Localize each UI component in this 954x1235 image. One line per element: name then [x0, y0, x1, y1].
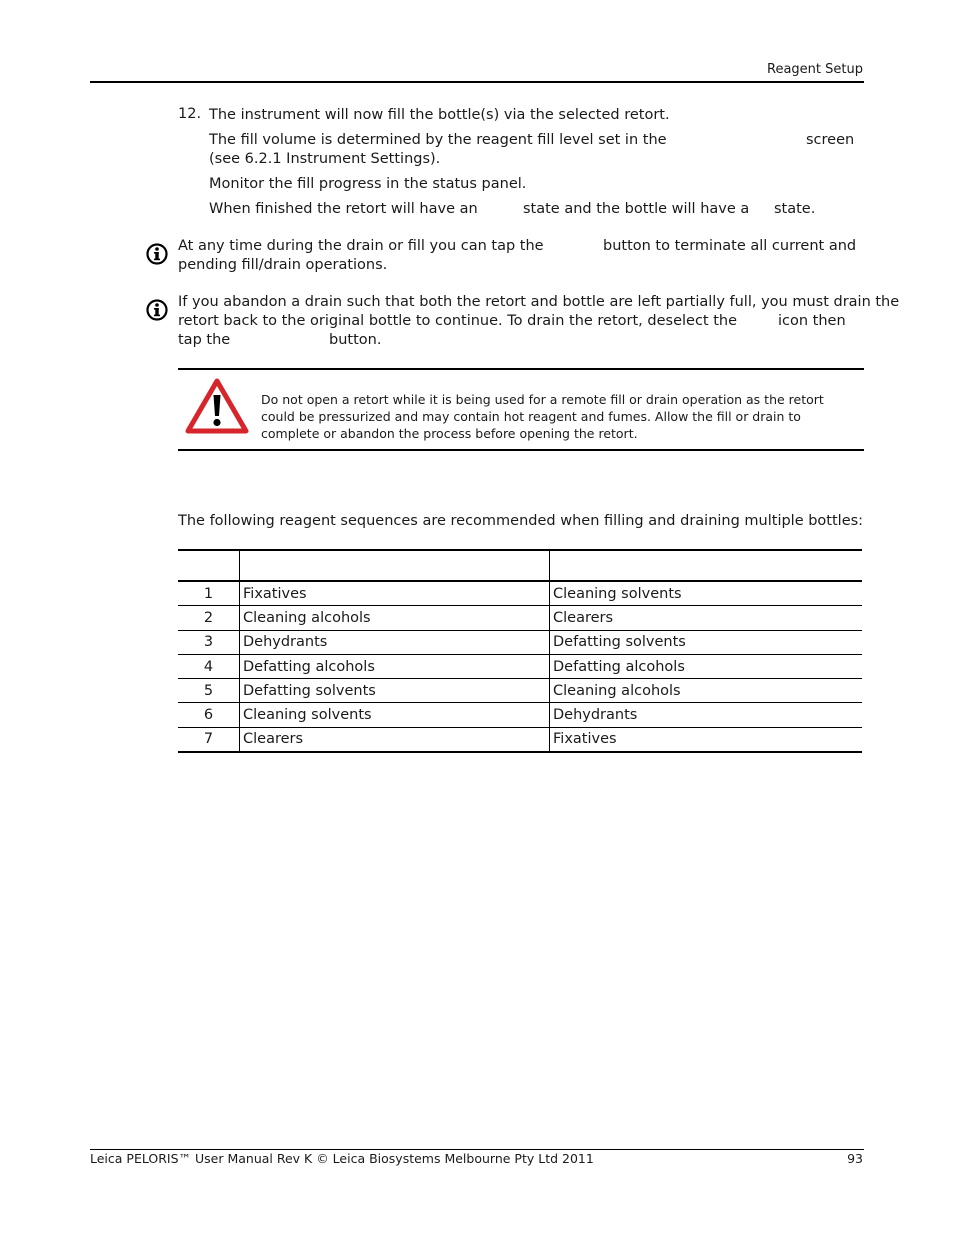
warning-text: Do not open a retort while it is being used for a remote fill or drain operation as the retort could be pressurized and may contain hot reagent and fumes. Allow the fill or drain to complete or abandon the process before opening the retort. [261, 392, 824, 442]
table-cell: 5 [178, 679, 240, 703]
table-cell: Defatting alcohols [550, 654, 863, 678]
table-cell: 1 [178, 581, 240, 606]
table-cell: Cleaning alcohols [550, 679, 863, 703]
fill-volume-text-c: (see 6.2.1 Instrument Settings). [209, 151, 441, 167]
page-number: 93 [847, 1151, 863, 1166]
table-row [178, 630, 862, 654]
finish-text-c: state. [774, 201, 816, 217]
monitor-text: Monitor the fill progress in the status panel. [209, 176, 527, 192]
note1-text-c: pending fill/drain operations. [178, 257, 388, 273]
footer-rule [90, 1149, 864, 1150]
table-header-cell [550, 550, 863, 581]
note2-text-d: button. [329, 332, 382, 348]
finish-text-b: state and the bottle will have a [523, 201, 750, 217]
fill-volume-text-a: The fill volume is determined by the reagent fill level set in the [209, 132, 667, 148]
table-cell: Dehydrants [240, 630, 550, 654]
note1-text-a: At any time during the drain or fill you can tap the [178, 238, 544, 254]
table-row [178, 581, 862, 606]
table-cell: 4 [178, 654, 240, 678]
warning-triangle-icon [185, 378, 249, 435]
table-cell: 3 [178, 630, 240, 654]
table-cell: Defatting alcohols [240, 654, 550, 678]
table-cell: Cleaning solvents [240, 703, 550, 727]
table-cell: Dehydrants [550, 703, 863, 727]
table-cell: Fixatives [550, 727, 863, 752]
table-header-row [178, 550, 862, 581]
table-cell: Cleaning alcohols [240, 606, 550, 630]
table-header-cell [240, 550, 550, 581]
note2-text-a: retort back to the original bottle to continue. To drain the retort, deselect the [178, 313, 738, 329]
step-number: 12. [178, 106, 202, 122]
table-cell: Defatting solvents [240, 679, 550, 703]
sequence-intro: The following reagent sequences are recommended when filling and draining multiple bottles: [178, 513, 864, 529]
fill-volume-text-b: screen [806, 132, 855, 148]
table-cell: Clearers [240, 727, 550, 752]
running-header: Reagent Setup [767, 62, 863, 77]
table-row [178, 703, 862, 727]
info-icon [146, 243, 168, 265]
footer-copyright: Leica PELORIS™ User Manual Rev K © Leica Biosystems Melbourne Pty Ltd 2011 [90, 1151, 594, 1166]
note1-text-b: button to terminate all current and [603, 238, 857, 254]
reagent-sequence-table [178, 549, 862, 753]
table-cell: Clearers [550, 606, 863, 630]
warning-top-rule [178, 368, 864, 370]
info-icon [146, 299, 168, 321]
table-header-cell [178, 550, 240, 581]
note2-text-b: icon then [778, 313, 846, 329]
table-row [178, 606, 862, 630]
table-cell: 7 [178, 727, 240, 752]
table-row [178, 727, 862, 752]
note2-text-c: tap the [178, 332, 231, 348]
header-rule [90, 81, 864, 83]
table-cell: Cleaning solvents [550, 581, 863, 606]
table-row [178, 679, 862, 703]
table-cell: 6 [178, 703, 240, 727]
step-line: The instrument will now fill the bottle(s) via the selected retort. [209, 107, 670, 123]
table-cell: 2 [178, 606, 240, 630]
warning-bottom-rule [178, 449, 864, 451]
table-cell: Defatting solvents [550, 630, 863, 654]
table-row [178, 654, 862, 678]
finish-text-a: When finished the retort will have an [209, 201, 478, 217]
note2-line1: If you abandon a drain such that both the retort and bottle are left partially full, you must drain the [178, 294, 900, 310]
table-cell: Fixatives [240, 581, 550, 606]
